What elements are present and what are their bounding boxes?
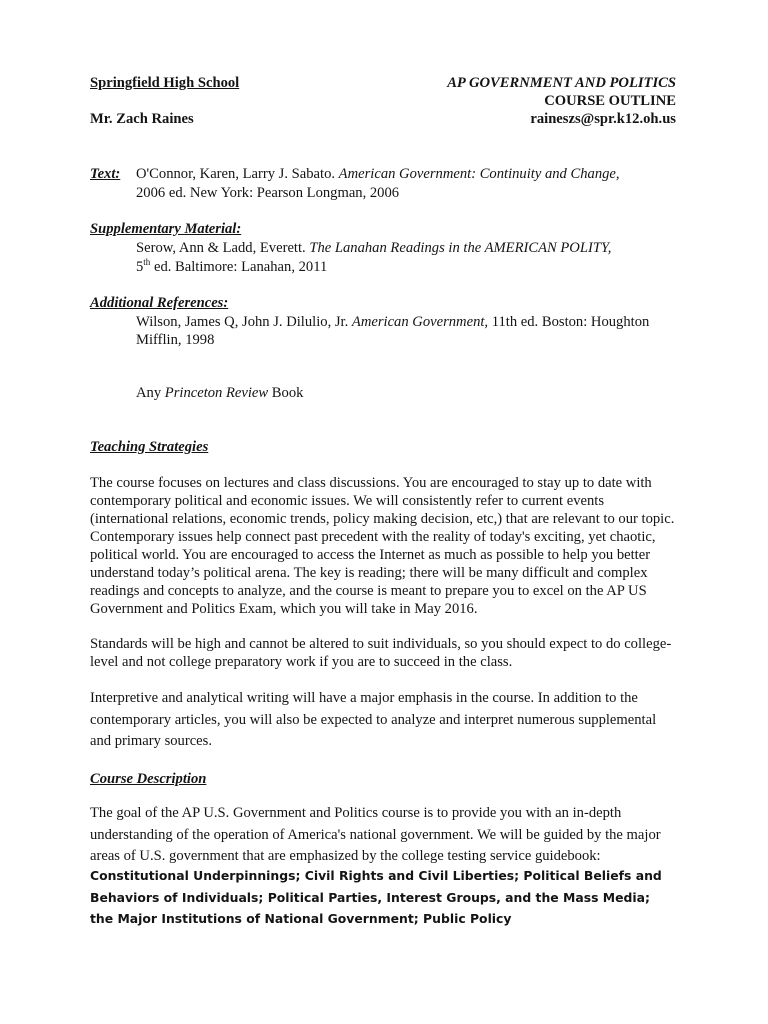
teaching-paragraph-2: Standards will be high and cannot be altered to suit individuals, so you should expect to do college-level and not college preparatory work if you are to succeed in the class. <box>90 636 672 670</box>
text-details: 2006 ed. New York: Pearson Longman, 2006 <box>136 185 400 201</box>
additional-label: Additional References: <box>90 295 229 311</box>
teacher-name: Mr. Zach Raines <box>90 111 194 127</box>
teacher-email: raineszs@spr.k12.oh.us <box>530 111 676 127</box>
description-paragraph: The goal of the AP U.S. Government and Politics course is to provide you with an in-depth understanding of the operation of America's national government. We will be guided by the major areas of U.S. government that are emphasized by the college testing service guidebook: <box>90 805 661 864</box>
supplementary-book-title: The Lanahan Readings in the AMERICAN POLITY, <box>309 240 612 256</box>
school-name: Springfield High School <box>90 75 240 91</box>
text-book-title: American Government: Continuity and Change, <box>338 166 620 182</box>
any-suffix: Book <box>271 385 304 401</box>
additional-book-title: American Government, <box>351 314 489 330</box>
supplementary-details <box>136 258 327 276</box>
supplementary-authors: Serow, Ann & Ladd, Everett. <box>136 240 306 256</box>
teaching-heading: Teaching Strategies <box>90 439 209 455</box>
additional-details-line2: Mifflin, 1998 <box>136 332 215 348</box>
supplementary-edition-sup: th <box>143 257 151 268</box>
supplementary-edition-num: 5 <box>136 259 144 275</box>
any-title: Princeton Review <box>164 385 269 401</box>
teaching-paragraph-3: Interpretive and analytical writing will have a major emphasis in the course. In addition to the contemporary articles, you will also be expected to analyze and interpret numerous supplemental and primary sources. <box>90 690 657 749</box>
additional-authors: Wilson, James Q, John J. Dilulio, Jr. <box>136 314 349 330</box>
document-page <box>90 0 676 1024</box>
description-heading: Course Description <box>90 771 207 787</box>
supplementary-citation <box>136 239 611 257</box>
text-citation <box>136 165 620 183</box>
additional-citation <box>136 313 649 331</box>
teaching-paragraph-1: The course focuses on lectures and class discussions. You are encouraged to stay up to date with contemporary political and economic issues. We will consistently refer to current events (international relations, economic trends, policy making decision, etc,) that are relevant to our topic. Contemporary issues help connect past precedent with the reality of today's exciting, yet chaotic, political world. You are encouraged to access the Internet as much as possible to help you better understand today’s political arena. The key is reading; there will be many difficult and complex readings and concepts to analyze, and the course is meant to prepare you to excel on the AP US Government and Politics Exam, which you will take in May 2016. <box>90 475 675 617</box>
supplementary-details-text: ed. Baltimore: Lanahan, 2011 <box>150 259 328 275</box>
description-topics: Constitutional Underpinnings; Civil Rights and Civil Liberties; Political Beliefs and Behaviors of Individuals; Political Parties, Interest Groups, and the Mass Media; the Major Institutions of National Government; Public Policy <box>90 868 662 926</box>
any-prefix: Any <box>136 385 162 401</box>
text-label: Text: <box>90 166 121 182</box>
any-book-line <box>136 384 303 402</box>
course-subtitle: COURSE OUTLINE <box>544 93 676 109</box>
course-title: AP GOVERNMENT AND POLITICS <box>447 75 676 91</box>
supplementary-label: Supplementary Material: <box>90 221 242 237</box>
additional-details: 11th ed. Boston: Houghton <box>491 314 650 330</box>
text-authors: O'Connor, Karen, Larry J. Sabato. <box>136 166 336 182</box>
